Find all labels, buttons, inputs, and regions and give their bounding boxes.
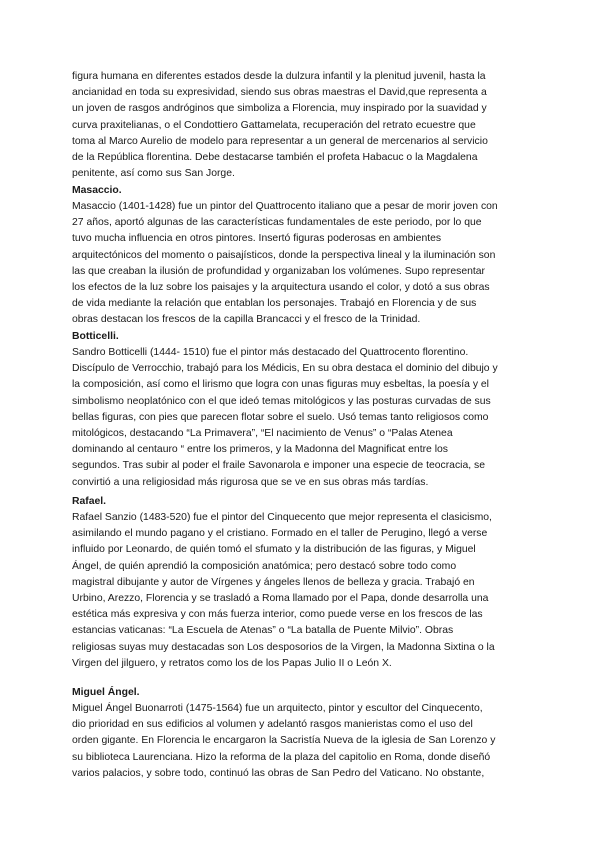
paragraph-line: su biblioteca Laurenciana. Hizo la reforma de la plaza del capitolio en Roma, donde diseñó xyxy=(72,751,491,763)
rafael-paragraph xyxy=(72,510,528,672)
paragraph-line: un joven de rasgos andróginos que simboliza a Florencia, muy inspirado por la suavidad y xyxy=(72,103,487,115)
paragraph-line: segundos. Tras subir al poder el fraile Savonarola e imponer una especie de teocracia, se xyxy=(72,460,485,472)
paragraph-line: de vida mediante la relación que entablan los personajes. Trabajó en Florencia y de sus xyxy=(72,298,477,310)
paragraph-line: toma al Marco Aurelio de modelo para representar a un general de mercenarios al servicio xyxy=(72,135,488,147)
section-heading-masaccio: Masaccio. xyxy=(72,185,122,196)
paragraph-line: convirtió a una religiosidad más rigurosa que se ve en sus obras más tardías. xyxy=(72,476,429,488)
paragraph-line: estancias vaticanas: “La Escuela de Atenas” o “La batalla de Puente Milvio”. Obras xyxy=(72,625,454,637)
paragraph-line: dio prioridad en sus edificios al volumen y adelantó rasgos manieristas como el uso del xyxy=(72,719,473,731)
paragraph-line: mitológicos, destacando “La Primavera”, “El nacimiento de Venus” o “Palas Atenea xyxy=(72,428,453,440)
paragraph-line: obras destacan los frescos de la capilla Brancacci y el fresco de la Trinidad. xyxy=(72,314,421,326)
paragraph-line: Ángel, de quién aprendió la composición anatómica; pero destacó sobre todo como xyxy=(72,560,457,572)
paragraph-line: curva praxitelianas, o el Condottiero Gattamelata, recuperación del retrato ecuestre que xyxy=(72,119,476,131)
paragraph-line: estética más expresiva y con más fuerza interior, como puede verse en los frescos de las xyxy=(72,609,483,621)
paragraph-line: magistral dibujante y autor de Vírgenes y ángeles llenos de belleza y gracia. Trabajó en xyxy=(72,576,475,588)
paragraph-line: influido por Leonardo, de quién tomó el sfumato y la distribución de las figuras, y Miguel xyxy=(72,544,476,556)
intro-paragraph xyxy=(72,69,528,182)
paragraph-line: la composición, así como el lirismo que logra con unas figuras muy esbeltas, la poesía y el xyxy=(72,379,489,391)
paragraph-line: simbolismo neoplatónico con el que ideó temas mitológicos y las posturas curvadas de sus xyxy=(72,395,491,407)
masaccio-paragraph xyxy=(72,199,528,329)
botticelli-paragraph xyxy=(72,345,528,491)
paragraph-line: figura humana en diferentes estados desde la dulzura infantil y la plenitud juvenil, hasta la xyxy=(72,71,486,82)
paragraph-line: Urbino, Arezzo, Florencia y se trasladó a Roma llamado por el Papa, donde desarrolla una xyxy=(72,593,489,605)
paragraph-line: religiosas suyas muy destacadas son Los desposorios de la Virgen, la Madonna Sixtina o la xyxy=(72,641,495,653)
paragraph-line: los efectos de la luz sobre los paisajes y la arquitectura usando el color, y dotó a sus obras xyxy=(72,282,490,294)
paragraph-line: ancianidad en toda su expresividad, siendo sus obras maestras el David,que representa a xyxy=(72,87,487,99)
paragraph-line: penitente, así como sus San Jorge. xyxy=(72,168,235,180)
paragraph-line: 27 años, aportó algunas de las características fundamentales de este periodo, por lo que xyxy=(72,217,482,229)
miguel-angel-paragraph xyxy=(72,701,528,782)
section-heading-miguel-angel: Miguel Ángel. xyxy=(72,687,140,698)
paragraph-line: las que creaban la ilusión de profundidad y organizaban los volúmenes. Supo representar xyxy=(72,265,486,277)
paragraph-line: Masaccio (1401-1428) fue un pintor del Quattrocento italiano que a pesar de morir joven con xyxy=(72,201,498,212)
paragraph-line: Rafael Sanzio (1483-520) fue el pintor del Cinquecento que mejor representa el clasicismo, xyxy=(72,512,492,523)
paragraph-line: arquitectónicos del momento o paisajísticos, donde la perspectiva lineal y la iluminación son xyxy=(72,249,496,261)
paragraph-line: Virgen del jilguero, y retratos como los de los Papas Julio II o León X. xyxy=(72,657,392,669)
paragraph-line: dominando al centauro “ entre los primeros, y la Madonna del Magnificat entre los xyxy=(72,444,448,456)
paragraph-line: tuvo mucha influencia en otros pintores. Insertó figuras poderosas en ambientes xyxy=(72,233,442,245)
paragraph-line: orden gigante. En Florencia le encargaron la Sacristía Nueva de la iglesia de San Lorenzo y xyxy=(72,735,496,747)
paragraph-line: bellas figuras, con pies que parecen flotar sobre el suelo. Usó temas tanto religiosos como xyxy=(72,411,489,423)
section-heading-rafael: Rafael. xyxy=(72,496,107,507)
paragraph-line: varios palacios, y sobre todo, continuó las obras de San Pedro del Vaticano. No obstante, xyxy=(72,767,485,779)
paragraph-line: asimilando el mundo pagano y el cristiano. Formado en el taller de Perugino, llegó a verse xyxy=(72,528,488,540)
paragraph-line: Miguel Ángel Buonarroti (1475-1564) fue un arquitecto, pintor y escultor del Cinquecento, xyxy=(72,703,483,714)
section-heading-botticelli: Botticelli. xyxy=(72,331,119,342)
paragraph-line: Sandro Botticelli (1444- 1510) fue el pintor más destacado del Quattrocento florentino. xyxy=(72,347,469,358)
paragraph-line: Discípulo de Verrocchio, trabajó para los Médicis, En su obra destaca el dominio del dibujo y xyxy=(72,363,498,375)
paragraph-line: de la República florentina. Debe destacarse también el profeta Habacuc o la Magdalena xyxy=(72,152,478,164)
